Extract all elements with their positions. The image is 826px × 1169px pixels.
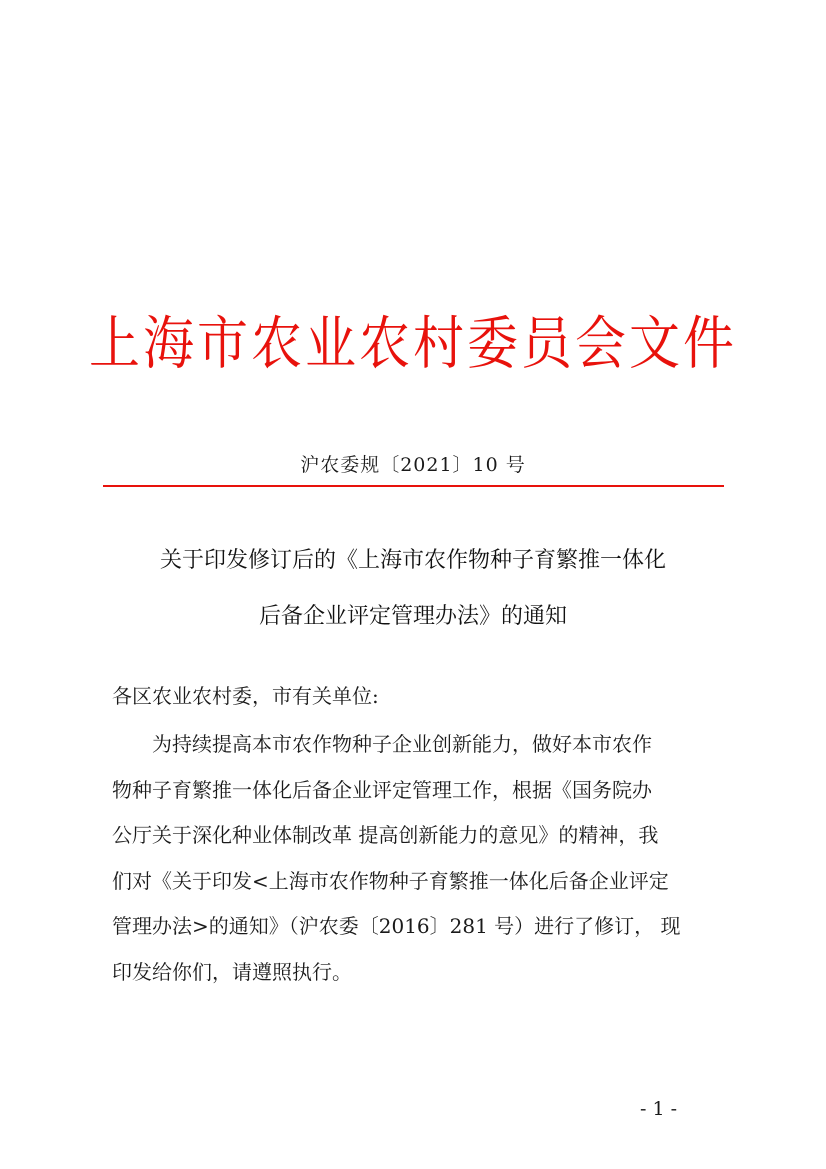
red-divider-line [103, 485, 724, 487]
body-paragraph [112, 729, 722, 1002]
body-line: 管理办法>的通知》（沪农委〔2016〕281 号）进行了修订， 现 [112, 914, 681, 938]
notice-title-line-2: 后备企业评定管理办法》的通知 [258, 604, 567, 629]
document-masthead: 上海市农业农村委员会文件 [88, 311, 737, 378]
body-line: 们对《关于印发<上海市农作物种子育繁推一体化后备企业评定 [112, 868, 669, 893]
notice-title-line-1: 关于印发修订后的《上海市农作物种子育繁推一体化 [159, 548, 666, 573]
salutation: 各区农业农村委，市有关单位: [112, 684, 379, 708]
document-number: 沪农委规〔2021〕10 号 [300, 454, 526, 476]
page-number: - 1 - [640, 1098, 678, 1120]
body-line: 公厅关于深化种业体制改革 提高创新能力的意见》的精神，我 [112, 823, 659, 847]
body-line: 印发给你们，请遵照执行。 [112, 959, 352, 984]
body-line: 物种子育繁推一体化后备企业评定管理工作，根据《国务院办 [112, 777, 652, 802]
body-line: 为持续提高本市农作物种子企业创新能力，做好本市农作 [152, 732, 652, 756]
